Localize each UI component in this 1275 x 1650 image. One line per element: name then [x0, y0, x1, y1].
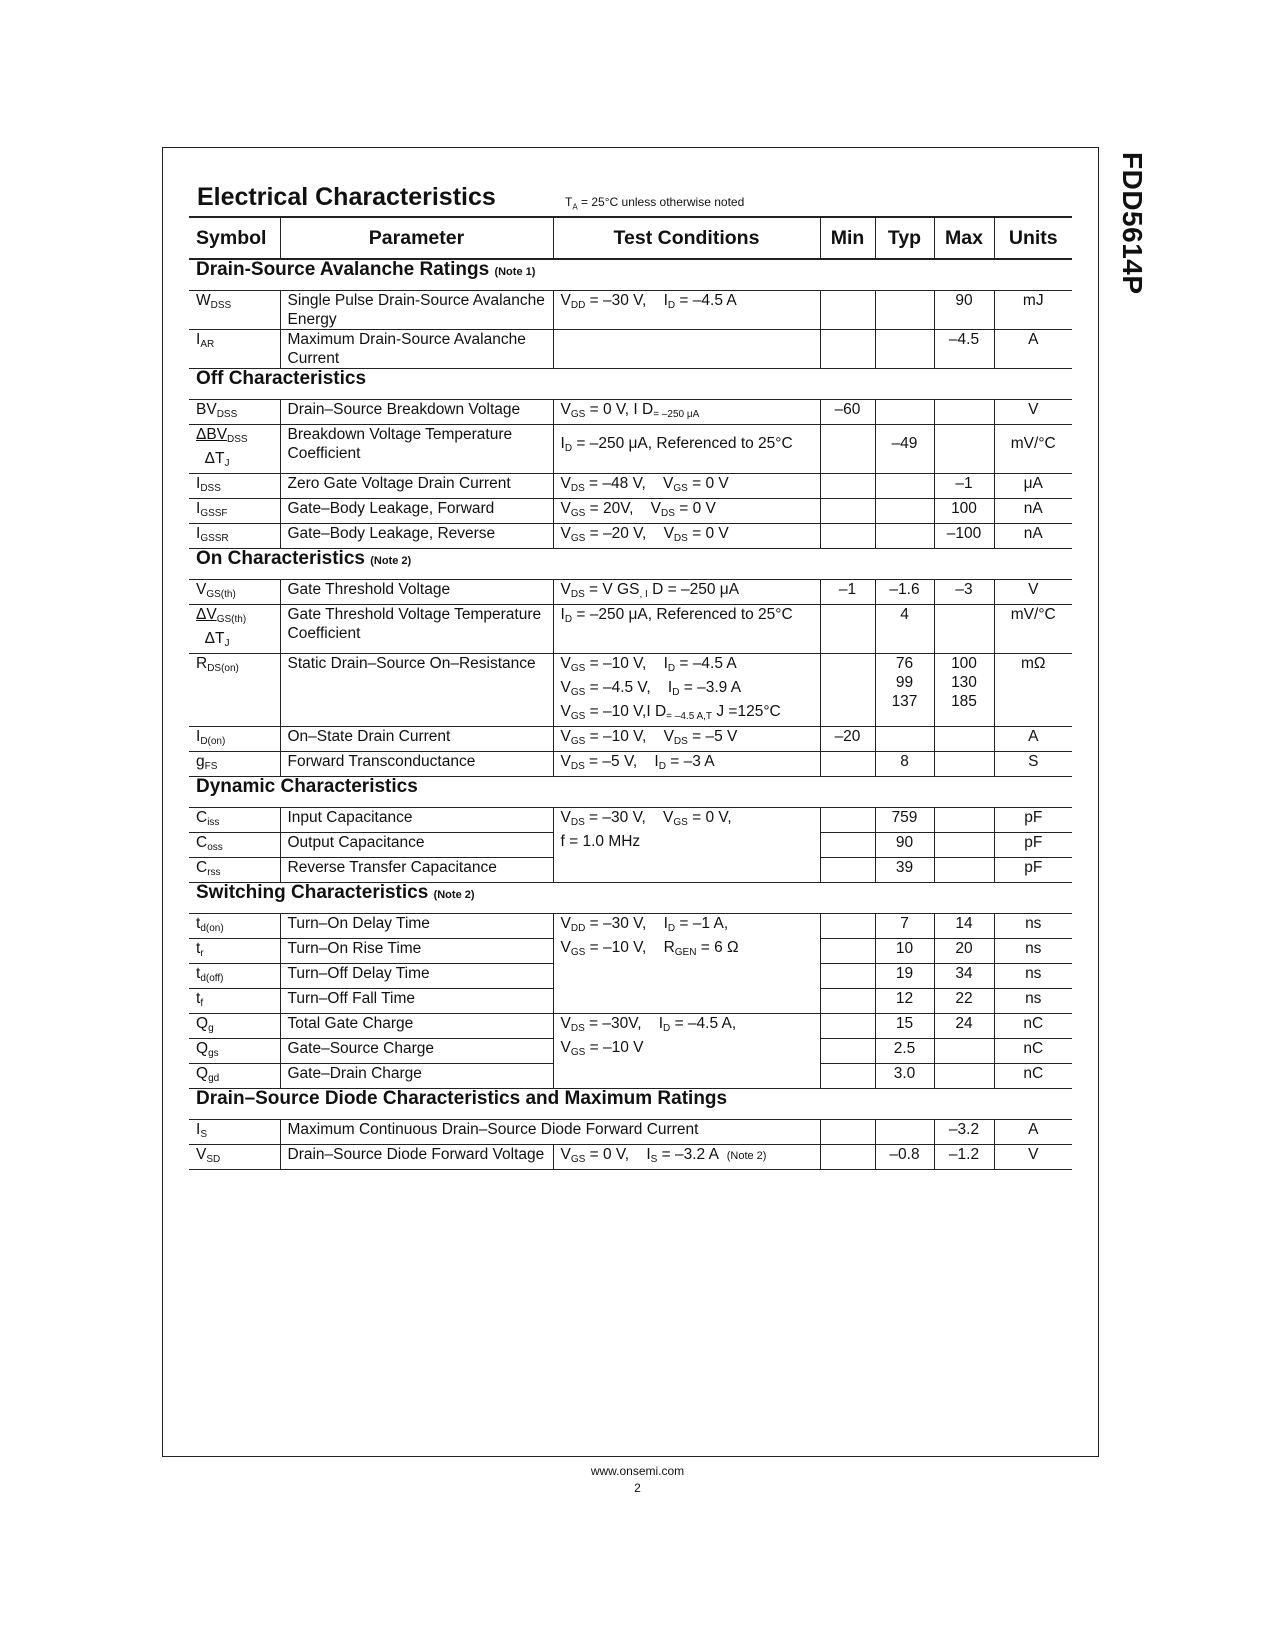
section-heading: On Characteristics (Note 2): [189, 549, 1072, 580]
cell-typ: [875, 474, 934, 499]
cell-min: [820, 914, 875, 939]
cell-min: [820, 1039, 875, 1064]
cell-conditions: [553, 330, 820, 369]
cell-max: [934, 752, 994, 777]
cell-unit: ns: [994, 989, 1072, 1014]
section-heading: Off Characteristics: [189, 369, 1072, 400]
cell-unit: V: [994, 1145, 1072, 1170]
section-note: (Note 1): [494, 266, 536, 278]
cell-conditions: $V_{GS} = 20V$, $V_{DS} = 0$ V: [553, 499, 820, 524]
title-condition: $T_A = 25^\circ C$ unless otherwise noted: [565, 195, 745, 212]
cell-max: 14: [934, 914, 994, 939]
cell-conditions: $V_{DD} = -30$ V, $I_D = -1$ A, $V_{GS} = -10$ V, $R_{GEN} = 6$ Ω: [553, 914, 820, 1014]
section-title-row: [197, 183, 1072, 213]
cell-typ: [875, 400, 934, 425]
section-heading: Drain–Source Diode Characteristics and Maximum Ratings: [189, 1089, 1072, 1120]
cell-symbol: $t_{d(on)}$: [189, 914, 280, 939]
section-heading: Drain-Source Avalanche Ratings (Note 1): [189, 259, 1072, 291]
cell-max: 22: [934, 989, 994, 1014]
row-wdss: [189, 291, 1072, 330]
header-max: Max: [934, 217, 994, 259]
cell-conditions: $V_{GS} = 0$ V, $I_S = -3.2$ A (Note 2): [553, 1145, 820, 1170]
cell-max: 90: [934, 291, 994, 330]
section-switching: [189, 883, 1072, 914]
cell-symbol: $t_r$: [189, 939, 280, 964]
row-idss: [189, 474, 1072, 499]
cell-conditions: $I_D = -250$ μA, Referenced to 25°C: [553, 425, 820, 474]
cell-min: [820, 474, 875, 499]
cell-max: –100: [934, 524, 994, 549]
cell-max: –1: [934, 474, 994, 499]
cell-typ: 8: [875, 752, 934, 777]
cell-symbol: $Q_g$: [189, 1014, 280, 1039]
cell-parameter: Drain–Source Diode Forward Voltage: [280, 1145, 553, 1170]
cell-unit: mV/°C: [994, 605, 1072, 654]
cell-max: 20: [934, 939, 994, 964]
cell-symbol: $I_{D(on)}$: [189, 727, 280, 752]
cell-symbol: $V_{GS(th)}$: [189, 580, 280, 605]
cell-min: [820, 291, 875, 330]
cell-parameter: Input Capacitance: [280, 808, 553, 833]
cell-parameter: Gate–Drain Charge: [280, 1064, 553, 1089]
cell-unit: nC: [994, 1039, 1072, 1064]
cell-typ: –1.6: [875, 580, 934, 605]
cell-parameter: Drain–Source Breakdown Voltage: [280, 400, 553, 425]
cell-max: [934, 1064, 994, 1089]
cell-max: –3.2: [934, 1120, 994, 1145]
row-igssr: [189, 524, 1072, 549]
cell-typ: [875, 524, 934, 549]
cell-min: [820, 858, 875, 883]
cell-parameter: Maximum Continuous Drain–Source Diode Forward Current: [280, 1120, 820, 1145]
header-typ: Typ: [875, 217, 934, 259]
cell-typ: 76 99 137: [875, 654, 934, 727]
section-heading: Switching Characteristics (Note 2): [189, 883, 1072, 914]
cell-typ: 19: [875, 964, 934, 989]
cell-parameter: Turn–On Delay Time: [280, 914, 553, 939]
cell-min: [820, 499, 875, 524]
cell-unit: S: [994, 752, 1072, 777]
cell-min: –60: [820, 400, 875, 425]
cell-symbol: $C_{rss}$: [189, 858, 280, 883]
section-heading: Dynamic Characteristics: [189, 777, 1072, 808]
cell-max: [934, 808, 994, 833]
cell-parameter: Turn–Off Fall Time: [280, 989, 553, 1014]
part-number-vertical: FDD5614P: [1117, 152, 1148, 295]
cell-max: [934, 605, 994, 654]
cell-conditions: $V_{GS} = -20$ V, $V_{DS} = 0$ V: [553, 524, 820, 549]
cell-parameter: Gate Threshold Voltage Temperature Coefficient: [280, 605, 553, 654]
cell-symbol: $t_{d(off)}$: [189, 964, 280, 989]
cell-parameter: On–State Drain Current: [280, 727, 553, 752]
cell-parameter: Forward Transconductance: [280, 752, 553, 777]
cell-min: –20: [820, 727, 875, 752]
cell-typ: 4: [875, 605, 934, 654]
cell-symbol: $t_f$: [189, 989, 280, 1014]
cell-parameter: Gate–Body Leakage, Reverse: [280, 524, 553, 549]
cell-max: [934, 1039, 994, 1064]
cell-conditions: $V_{DS} = V$ $GS_{, I}$ D = –250 μA: [553, 580, 820, 605]
cell-min: [820, 808, 875, 833]
cell-typ: 759: [875, 808, 934, 833]
header-parameter: Parameter: [280, 217, 553, 259]
cell-unit: pF: [994, 858, 1072, 883]
cell-unit: nC: [994, 1014, 1072, 1039]
header-min: Min: [820, 217, 875, 259]
row-bvdss: [189, 400, 1072, 425]
row-igssf: [189, 499, 1072, 524]
cell-symbol: $\Delta V_{GS(th)}$ $\Delta T_J$: [189, 605, 280, 654]
cell-min: [820, 964, 875, 989]
row-qg: [189, 1014, 1072, 1039]
section-diode: [189, 1089, 1072, 1120]
cell-unit: A: [994, 1120, 1072, 1145]
cell-max: [934, 727, 994, 752]
cell-parameter: Gate Threshold Voltage: [280, 580, 553, 605]
header-symbol: Symbol: [189, 217, 280, 259]
cell-max: 24: [934, 1014, 994, 1039]
cell-unit: pF: [994, 833, 1072, 858]
row-dbvdss: [189, 425, 1072, 474]
cell-conditions: $V_{DS} = -48$ V, $V_{GS} = 0$ V: [553, 474, 820, 499]
section-note: (Note 2): [370, 555, 412, 567]
cell-symbol: $W_{DSS}$: [189, 291, 280, 330]
cell-typ: 7: [875, 914, 934, 939]
cell-symbol: $I_{GSSF}$: [189, 499, 280, 524]
cell-min: [820, 330, 875, 369]
row-gfs: [189, 752, 1072, 777]
cell-typ: 90: [875, 833, 934, 858]
cell-min: [820, 425, 875, 474]
cell-parameter: Total Gate Charge: [280, 1014, 553, 1039]
cell-typ: [875, 727, 934, 752]
cell-conditions: $V_{GS} = -10$ V, $I_D = -4.5$ A $V_{GS} = -4.5$ V, $I_D = -3.9$ A $V_{GS} = -10$ V,I $D_{= -4.5 A,T}$ J =125°C: [553, 654, 820, 727]
cell-unit: nA: [994, 499, 1072, 524]
row-ciss: [189, 808, 1072, 833]
cell-unit: μA: [994, 474, 1072, 499]
section-avalanche: [189, 259, 1072, 291]
cell-symbol: $\Delta BV_{DSS}$ $\Delta T_J$: [189, 425, 280, 474]
section-off: [189, 369, 1072, 400]
cell-parameter: Single Pulse Drain-Source Avalanche Energy: [280, 291, 553, 330]
row-vgsth: [189, 580, 1072, 605]
cell-unit: ns: [994, 939, 1072, 964]
cell-unit: nC: [994, 1064, 1072, 1089]
cell-typ: [875, 330, 934, 369]
cell-max: [934, 858, 994, 883]
cell-symbol: $C_{oss}$: [189, 833, 280, 858]
cell-conditions: $V_{DD} = -30$ V, $I_D = -4.5$ A: [553, 291, 820, 330]
cell-typ: 2.5: [875, 1039, 934, 1064]
cell-unit: V: [994, 400, 1072, 425]
row-idon: [189, 727, 1072, 752]
cell-symbol: $g_{FS}$: [189, 752, 280, 777]
cell-min: [820, 989, 875, 1014]
header-units: Units: [994, 217, 1072, 259]
cell-parameter: Output Capacitance: [280, 833, 553, 858]
cell-symbol: $Q_{gs}$: [189, 1039, 280, 1064]
cell-typ: 10: [875, 939, 934, 964]
cell-conditions: $V_{GS} = 0$ V, I $D_{= -250 \mu A}$: [553, 400, 820, 425]
row-tdon: [189, 914, 1072, 939]
cell-conditions: $V_{DS} = -5$ V, $I_D = -3$ A: [553, 752, 820, 777]
cell-parameter: Breakdown Voltage Temperature Coefficient: [280, 425, 553, 474]
cell-max: 100: [934, 499, 994, 524]
cell-typ: [875, 291, 934, 330]
row-iar: [189, 330, 1072, 369]
cell-typ: 12: [875, 989, 934, 1014]
cell-max: –4.5: [934, 330, 994, 369]
cell-max: 100 130 185: [934, 654, 994, 727]
cell-typ: –49: [875, 425, 934, 474]
cell-parameter: Zero Gate Voltage Drain Current: [280, 474, 553, 499]
cell-typ: [875, 499, 934, 524]
cell-typ: –0.8: [875, 1145, 934, 1170]
cell-parameter: Static Drain–Source On–Resistance: [280, 654, 553, 727]
cell-parameter: Maximum Drain-Source Avalanche Current: [280, 330, 553, 369]
table-header-row: [189, 217, 1072, 259]
cell-conditions: $V_{DS} = -30V$, $I_D = -4.5$ A, $V_{GS} = -10$ V: [553, 1014, 820, 1089]
cell-typ: 39: [875, 858, 934, 883]
row-vsd: [189, 1145, 1072, 1170]
cell-max: [934, 425, 994, 474]
cell-unit: A: [994, 727, 1072, 752]
cell-max: –1.2: [934, 1145, 994, 1170]
cell-typ: [875, 1120, 934, 1145]
cell-unit: mJ: [994, 291, 1072, 330]
cell-parameter: Turn–Off Delay Time: [280, 964, 553, 989]
cell-min: [820, 1145, 875, 1170]
cell-symbol: $BV_{DSS}$: [189, 400, 280, 425]
cell-parameter: Reverse Transfer Capacitance: [280, 858, 553, 883]
cell-min: –1: [820, 580, 875, 605]
row-is: [189, 1120, 1072, 1145]
footer-page-number: 2: [634, 1481, 641, 1495]
cell-unit: ns: [994, 914, 1072, 939]
cell-min: [820, 605, 875, 654]
section-on: [189, 549, 1072, 580]
cell-min: [820, 654, 875, 727]
cell-unit: A: [994, 330, 1072, 369]
cell-min: [820, 1064, 875, 1089]
cell-max: –3: [934, 580, 994, 605]
cell-min: [820, 1014, 875, 1039]
cell-symbol: $I_{DSS}$: [189, 474, 280, 499]
section-note: (Note 2): [433, 889, 475, 901]
header-conditions: Test Conditions: [553, 217, 820, 259]
cell-unit: mΩ: [994, 654, 1072, 727]
cell-unit: ns: [994, 964, 1072, 989]
cell-unit: V: [994, 580, 1072, 605]
cell-typ: 3.0: [875, 1064, 934, 1089]
page-title: Electrical Characteristics: [197, 183, 496, 211]
cell-min: [820, 939, 875, 964]
section-dynamic: [189, 777, 1072, 808]
cell-min: [820, 833, 875, 858]
cell-symbol: $V_{SD}$: [189, 1145, 280, 1170]
cell-max: 34: [934, 964, 994, 989]
cell-parameter: Gate–Body Leakage, Forward: [280, 499, 553, 524]
cell-conditions: $V_{DS} = -30$ V, $V_{GS} = 0$ V, f = 1.0 MHz: [553, 808, 820, 883]
cell-min: [820, 752, 875, 777]
cell-symbol: $R_{DS(on)}$: [189, 654, 280, 727]
cell-max: [934, 400, 994, 425]
cell-unit: mV/°C: [994, 425, 1072, 474]
cell-unit: nA: [994, 524, 1072, 549]
cell-min: [820, 1120, 875, 1145]
cell-conditions: $I_D = -250$ μA, Referenced to 25°C: [553, 605, 820, 654]
row-rdson: [189, 654, 1072, 727]
footer-url: www.onsemi.com: [590, 1464, 685, 1478]
cell-unit: pF: [994, 808, 1072, 833]
cell-max: [934, 833, 994, 858]
cell-symbol: $I_S$: [189, 1120, 280, 1145]
cell-parameter: Gate–Source Charge: [280, 1039, 553, 1064]
cell-conditions: $V_{GS} = -10$ V, $V_{DS} = -5$ V: [553, 727, 820, 752]
cell-symbol: $I_{AR}$: [189, 330, 280, 369]
cell-symbol: $Q_{gd}$: [189, 1064, 280, 1089]
cell-symbol: $I_{GSSR}$: [189, 524, 280, 549]
cell-typ: 15: [875, 1014, 934, 1039]
cell-min: [820, 524, 875, 549]
electrical-characteristics-table: [189, 216, 1072, 1170]
row-dvgsth: [189, 605, 1072, 654]
cell-symbol: $C_{iss}$: [189, 808, 280, 833]
cell-parameter: Turn–On Rise Time: [280, 939, 553, 964]
